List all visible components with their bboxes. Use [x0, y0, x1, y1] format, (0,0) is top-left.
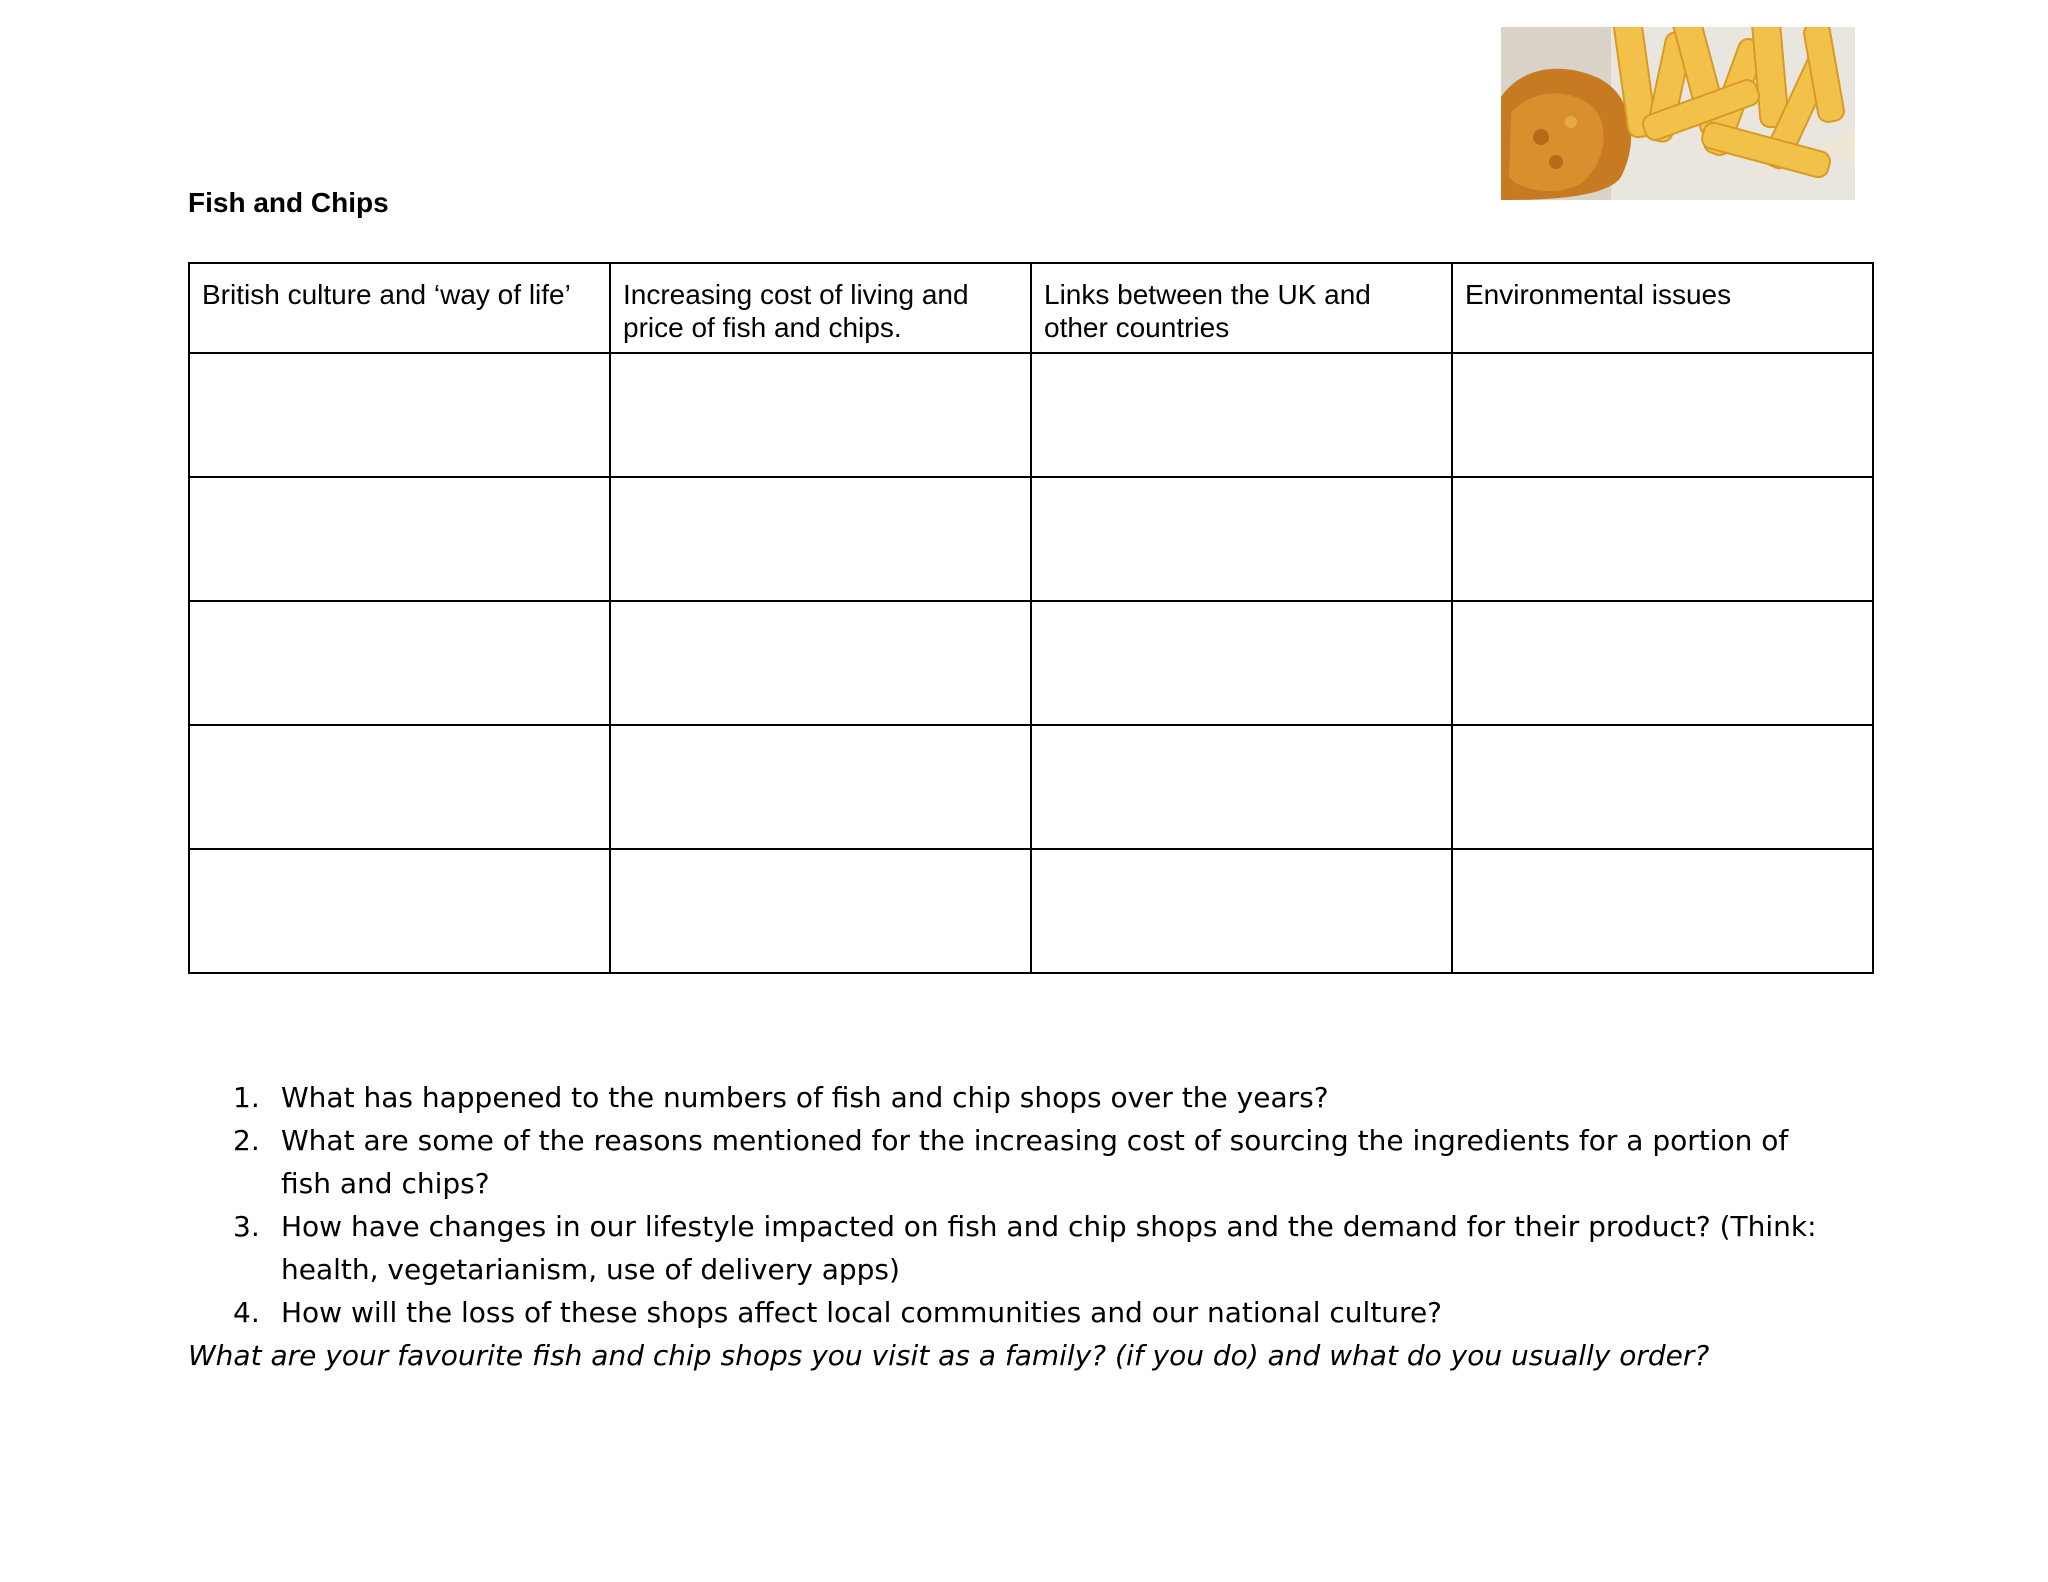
list-item [188, 1119, 1888, 1205]
table-cell[interactable] [1452, 353, 1873, 477]
table-cell[interactable] [189, 601, 610, 725]
column-header-environment: Environmental issues [1452, 263, 1873, 353]
column-header-uk-links: Links between the UK and other countries [1031, 263, 1452, 353]
table-cell[interactable] [189, 725, 610, 849]
table-cell[interactable] [610, 353, 1031, 477]
closing-question: What are your favourite fish and chip shops you visit as a family? (if you do) and what do you usually order? [188, 1339, 1710, 1372]
question-text: How will the loss of these shops affect local communities and our national culture? [281, 1296, 1443, 1329]
question-list [188, 1076, 1888, 1334]
table-row [189, 725, 1873, 849]
fish-and-chips-photo [1501, 27, 1855, 200]
table-row [189, 601, 1873, 725]
table-cell[interactable] [189, 477, 610, 601]
table-cell[interactable] [1031, 849, 1452, 973]
table-cell[interactable] [1452, 601, 1873, 725]
question-number: 2. [233, 1124, 260, 1157]
table-cell[interactable] [189, 353, 610, 477]
table-header-row [189, 263, 1873, 353]
table-cell[interactable] [610, 477, 1031, 601]
column-header-culture: British culture and ‘way of life’ [189, 263, 610, 353]
table-cell[interactable] [610, 725, 1031, 849]
question-text: What are some of the reasons mentioned for the increasing cost of sourcing the ingredients for a portion of fish and chips? [281, 1124, 1789, 1200]
table-cell[interactable] [189, 849, 610, 973]
question-number: 4. [233, 1296, 260, 1329]
table-cell[interactable] [1031, 601, 1452, 725]
table-cell[interactable] [1452, 725, 1873, 849]
table-row [189, 849, 1873, 973]
table-cell[interactable] [610, 601, 1031, 725]
question-text: What has happened to the numbers of fish and chip shops over the years? [281, 1081, 1329, 1114]
column-header-cost-of-living: Increasing cost of living and price of fish and chips. [610, 263, 1031, 353]
question-text: How have changes in our lifestyle impacted on fish and chip shops and the demand for their product? (Think: health, vegetarianism, use of delivery apps) [281, 1210, 1817, 1286]
table-cell[interactable] [1031, 477, 1452, 601]
list-item [188, 1291, 1888, 1334]
table-cell[interactable] [1031, 353, 1452, 477]
notes-table [188, 262, 1874, 974]
list-item [188, 1076, 1888, 1119]
table-cell[interactable] [1452, 849, 1873, 973]
table-row [189, 353, 1873, 477]
table-cell[interactable] [1452, 477, 1873, 601]
table-cell[interactable] [1031, 725, 1452, 849]
table-row [189, 477, 1873, 601]
page-title: Fish and Chips [188, 187, 389, 218]
table-cell[interactable] [610, 849, 1031, 973]
question-number: 1. [233, 1081, 260, 1114]
question-number: 3. [233, 1210, 260, 1243]
list-item [188, 1205, 1888, 1291]
question-section [188, 1076, 1888, 1377]
